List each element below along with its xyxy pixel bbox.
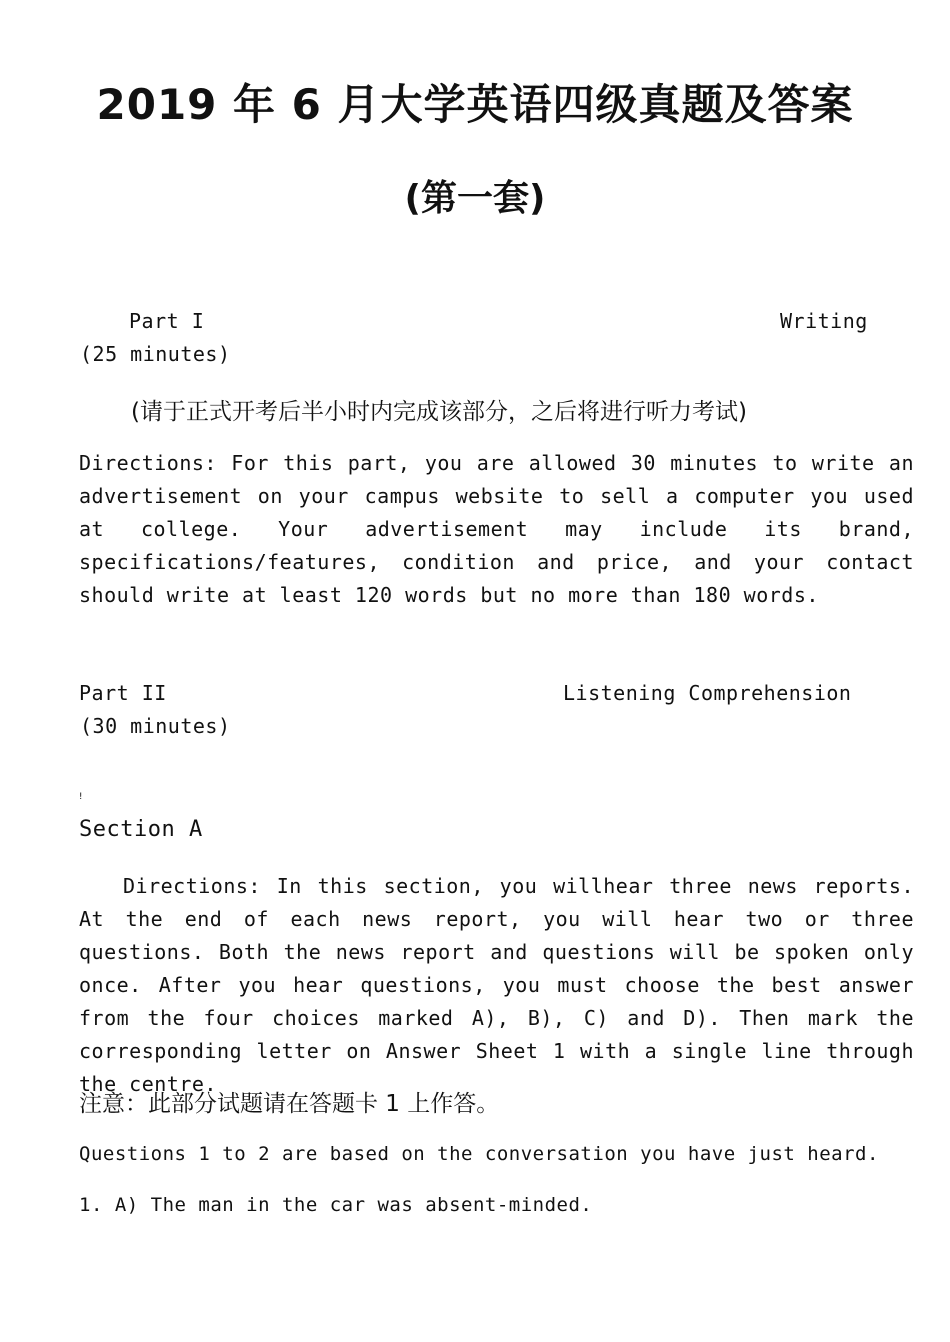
section-a-heading: Section A: [79, 817, 203, 842]
question-1-option-a: 1. A) The man in the car was absent-minded.: [79, 1194, 593, 1216]
document-subtitle: (第一套): [404, 178, 546, 219]
part2-note: 注意：此部分试题请在答题卡 1 上作答。: [79, 1091, 500, 1117]
part2-label: Part II: [79, 681, 167, 705]
part1-name: Writing: [780, 309, 868, 333]
part2-name: Listening Comprehension: [563, 681, 852, 705]
questions-intro: Questions 1 to 2 are based on the conversation you have just heard.: [79, 1143, 879, 1165]
part1-time: (25 minutes): [80, 342, 231, 366]
stray-mark: !: [78, 792, 84, 802]
part1-note: (请于正式开考后半小时内完成该部分，之后将进行听力考试): [131, 399, 747, 425]
section-a-directions: Directions: In this section, you willhear three news reports. At the end of each news report, you will hear two or three questions. Both the news report and questions will be spoken only once. After you hear questions, you must choose the best answer from the four choices marked A), B), C) and D). Then mark the corresponding letter on Answer Sheet 1 with a single line through the centre.: [79, 874, 914, 1096]
document-title: 2019 年 6 月大学英语四级真题及答案: [96, 80, 854, 129]
part2-time: (30 minutes): [80, 714, 231, 738]
part1-directions: Directions: For this part, you are allowed 30 minutes to write an advertisement on your campus website to sell a computer you used at college. Your advertisement may include its brand, specifications/features, condition and price, and your contact should write at least 120 words but no more than 180 words.: [79, 451, 914, 607]
part1-label: Part I: [129, 309, 205, 333]
